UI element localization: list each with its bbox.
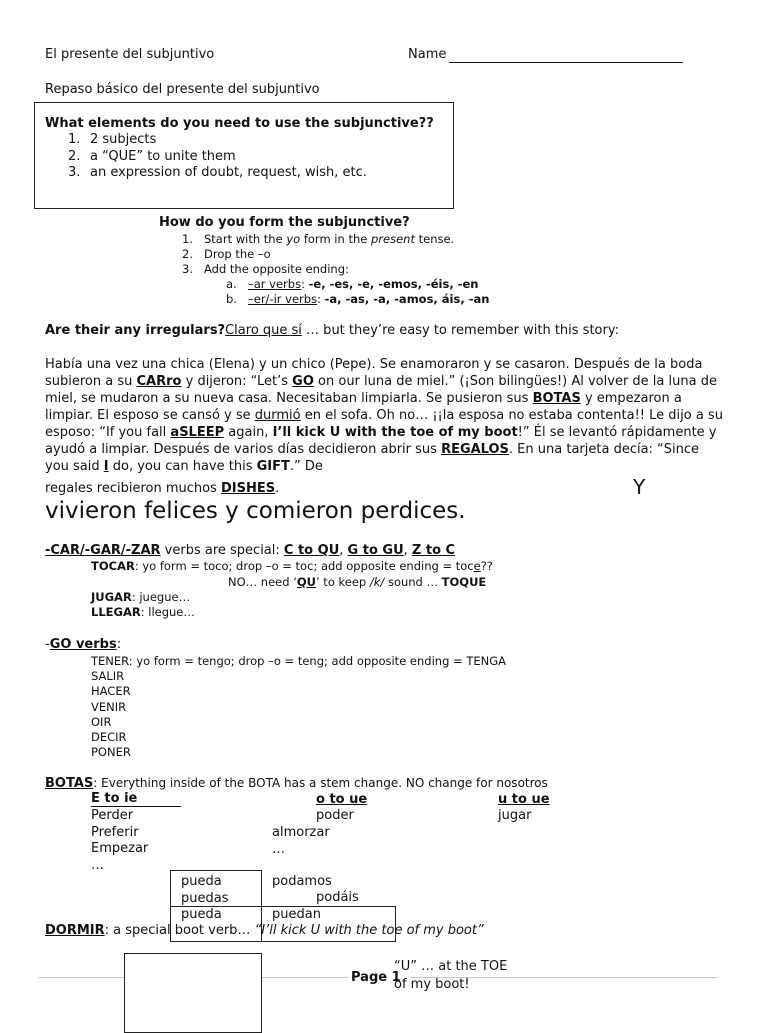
jugar-line: JUGAR: juegue… — [91, 590, 191, 604]
list-item: Empezar — [91, 841, 149, 856]
irregulars-line: Are their any irregulars?Claro que sí … but they’re easy to remember with this story: — [45, 323, 619, 338]
toe-note: “U” … at the TOE of my boot! — [394, 959, 508, 992]
col2-head: o to ue — [316, 792, 368, 807]
list-item: OIR — [91, 714, 112, 729]
list-item: 2. a “QUE” to unite them — [68, 148, 236, 164]
conjugation: puedan — [272, 907, 321, 922]
list-item: Perder — [91, 808, 134, 823]
list-item: PONER — [91, 745, 131, 760]
col2-item: poder — [316, 808, 354, 823]
go-heading: -GO verbs: — [45, 637, 122, 652]
col2-item: … — [272, 842, 285, 857]
col1-head: E to ie — [91, 792, 181, 807]
footer-rule-mid — [262, 977, 348, 978]
tocar-line: TOCAR: yo form = toco; drop –o = toc; add opposite ending = toce?? — [91, 559, 493, 573]
list-item: b. –er/-ir verbs: -a, -as, -a, -amos, áis, -an — [226, 292, 490, 306]
boot-singular — [181, 874, 228, 924]
list-item: 3. Add the opposite ending: — [182, 262, 349, 276]
list-item: Preferir — [91, 824, 139, 840]
botas-heading: BOTAS: Everything inside of the BOTA has a stem change. NO change for nosotros — [45, 776, 548, 791]
name-blank-line — [449, 62, 683, 63]
col3-head: u to ue — [498, 792, 550, 807]
conjugation: pueda — [181, 907, 222, 922]
document-title: El presente del subjuntivo — [45, 47, 215, 62]
conjugation: podamos — [272, 874, 332, 889]
dormir-line: DORMIR: a special boot verb… “I’ll kick U with the toe of my boot” — [45, 923, 484, 938]
story-paragraph: Había una vez una chica (Elena) y un chico (Pepe). Se enamoraron y se casaron. Después de la boda subieron a su CARro y dijeron: “Let’s GO on our luna de miel.” (¡Son bilingües!) Al volver de la luna de miel, se mudaron a su nueva casa. Necesitaban limpiarla. Se pusieron sus BOTAS y empezaron a limpiar. El esposo se cansó y se durmió en el sofa. Oh no… ¡¡la esposa no estaba contenta!! Le dijo a su esposo: “If you fall aSLEEP again, I’ll kick U with the toe of my boot!” Él se levantó rápidamente y ayudó a limpiar. Después de varios días decidieron abrir sus REGALOS. En una tarjeta decía: “Since you said I do, you can have this GIFT.” De — [45, 357, 723, 474]
list-item: 3. an expression of doubt, request, wish, etc. — [68, 165, 367, 180]
llegar-line: LLEGAR: llegue… — [91, 605, 195, 619]
col2-item: almorzar — [272, 825, 330, 840]
conjugation: podáis — [316, 890, 359, 905]
list-item: HACER — [91, 684, 131, 699]
subtitle: Repaso básico del presente del subjuntivo — [45, 82, 320, 97]
boot-drawing-box — [124, 953, 262, 1033]
conjugation: puedas — [181, 890, 229, 906]
list-item: a. –ar verbs: -e, -es, -e, -emos, -éis, -en — [226, 277, 479, 291]
toque-line: NO… need ‘QU’ to keep /k/ sound … TOQUE — [228, 575, 487, 589]
elements-list — [68, 132, 367, 182]
list-item: 2. Drop the –o — [182, 247, 271, 261]
list-item: 1. Start with the yo form in the present tense. — [182, 232, 455, 246]
story-final: vivieron felices y comieron perdices. — [45, 498, 466, 524]
list-item: SALIR — [91, 669, 125, 684]
col1-list — [91, 808, 148, 874]
name-label: Name — [408, 47, 447, 62]
page-number: Page 1 — [351, 970, 401, 985]
list-item: TENER: yo form = tengo; drop –o = teng; add opposite ending = TENGA — [91, 654, 506, 668]
form-question: How do you form the subjunctive? — [159, 215, 410, 230]
story-dishes-line: regales recibieron muchos DISHES. — [45, 481, 280, 496]
elements-question: What elements do you need to use the subjunctive?? — [45, 116, 434, 131]
col3-item: jugar — [498, 808, 532, 823]
footer-rule-left — [38, 977, 124, 978]
conjugation: pueda — [181, 874, 222, 889]
go-list — [91, 654, 506, 760]
story-y: Y — [633, 475, 646, 499]
list-item: … — [91, 857, 104, 873]
list-item: 1. 2 subjects — [68, 132, 157, 147]
list-item: VENIR — [91, 699, 127, 714]
list-item: DECIR — [91, 730, 127, 745]
form-steps — [182, 232, 489, 307]
car-heading: -CAR/-GAR/-ZAR verbs are special: C to QU, G to GU, Z to C — [45, 543, 456, 558]
